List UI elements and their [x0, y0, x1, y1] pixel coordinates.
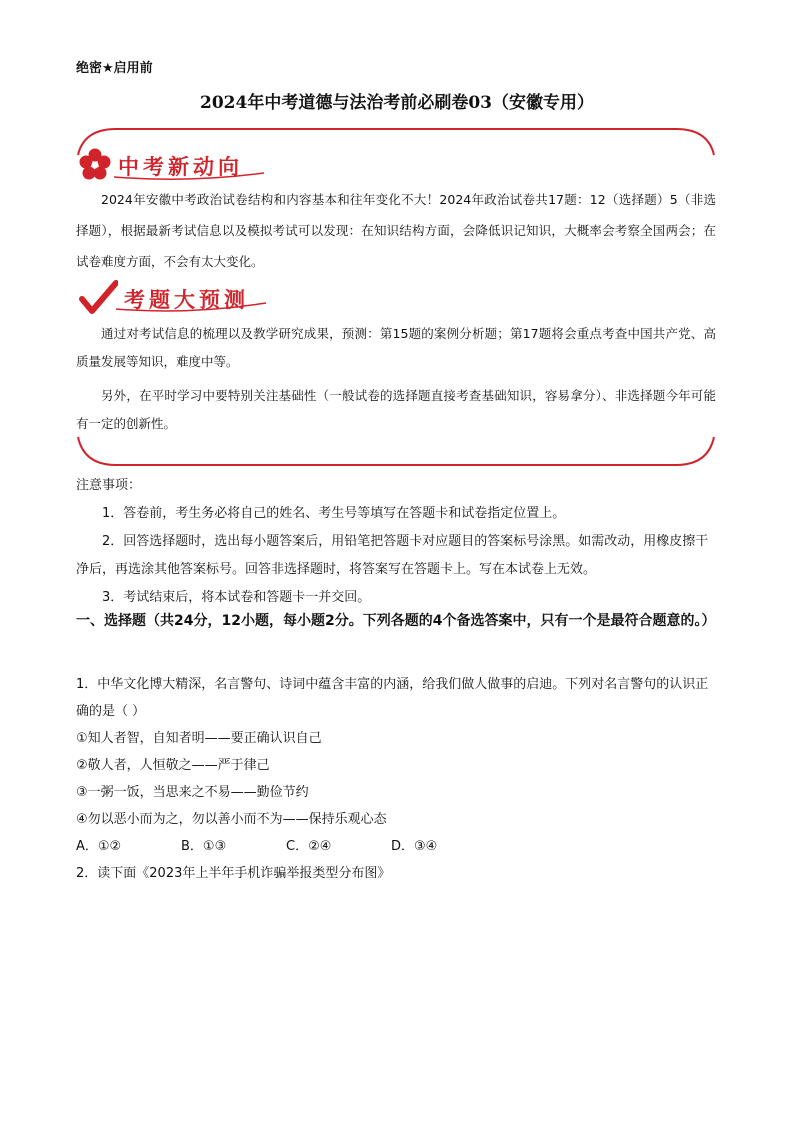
question-1-statement-2: ②敬人者，人恒敬之——严于律己 — [76, 758, 270, 773]
prediction-paragraph-1: 通过对考试信息的梳理以及教学研究成果，预测：第15题的案例分析题；第17题将会重点考查中国共产党、高质量发展等知识，难度中等。 — [76, 326, 716, 369]
question-1-stem: 1．中华文化博大精深，名言警句、诗词中蕴含丰富的内涵，给我们做人做事的启迪。下列对名言警句的认识正确的是（ ） — [76, 677, 709, 719]
trend-section-header — [78, 147, 243, 185]
prediction-label-underline — [116, 279, 266, 313]
question-2-stem: 2．读下面《2023年上半年手机诈骗举报类型分布图》 — [76, 866, 391, 881]
question-1-statement-4: ④勿以恶小而为之，勿以善小而不为——保持乐观心态 — [76, 812, 387, 827]
prediction-section-label: 考题大预测 — [124, 288, 249, 312]
flower-icon — [78, 147, 112, 185]
option-b[interactable]: B．①③ — [181, 839, 227, 854]
trend-paragraph: 2024年安徽中考政治试卷结构和内容基本和往年变化不大！2024年政治试卷共17题：12（选择题）5（非选择题），根据最新考试信息以及模拟考试可以发现：在知识结构方面，会降低识记知识，大概率会考察全国两会；在试卷难度方面，不会有太大变化。 — [76, 192, 716, 269]
question-1-options — [76, 833, 496, 860]
prediction-section-header — [78, 279, 249, 319]
trend-section-label: 中考新动向 — [118, 155, 243, 179]
notes-item-3: 3．考试结束后，将本试卷和答题卡一并交回。 — [102, 590, 371, 605]
secret-mark: 绝密★启用前 — [76, 61, 153, 76]
question-1-statement-3: ③一粥一饭，当思来之不易——勤俭节约 — [76, 785, 309, 800]
notes-item-1: 1．答卷前，考生务必将自己的姓名、考生号等填写在答题卡和试卷指定位置上。 — [102, 506, 566, 521]
question-1 — [76, 671, 716, 860]
notes-heading: 注意事项： — [76, 478, 142, 493]
option-c[interactable]: C．②④ — [286, 839, 332, 854]
trend-label-underline — [114, 147, 264, 181]
page-title: 2024年中考道德与法治考前必刷卷03（安徽专用） — [200, 93, 594, 113]
question-1-statement-1: ①知人者智，自知者明——要正确认识自己 — [76, 731, 322, 746]
question-2 — [76, 860, 716, 887]
option-a[interactable]: A．①② — [76, 839, 122, 854]
option-d[interactable]: D．③④ — [391, 839, 438, 854]
notes-item-2: 2．回答选择题时，选出每小题答案后，用铅笔把答题卡对应题目的答案标号涂黑。如需改动，用橡皮擦干净后，再选涂其他答案标号。回答非选择题时，将答案写在答题卡上。写在本试卷上无效。 — [76, 534, 709, 577]
checkmark-icon — [78, 279, 118, 319]
exam-notes — [76, 472, 716, 612]
section-one-title: 一、选择题（共24分，12小题，每小题2分。下列各题的4个备选答案中，只有一个是最符合题意的。） — [76, 613, 716, 629]
prediction-paragraph-2: 另外，在平时学习中要特别关注基础性（一般试卷的选择题直接考查基础知识，容易拿分）、非选择题今年可能有一定的创新性。 — [76, 388, 716, 431]
